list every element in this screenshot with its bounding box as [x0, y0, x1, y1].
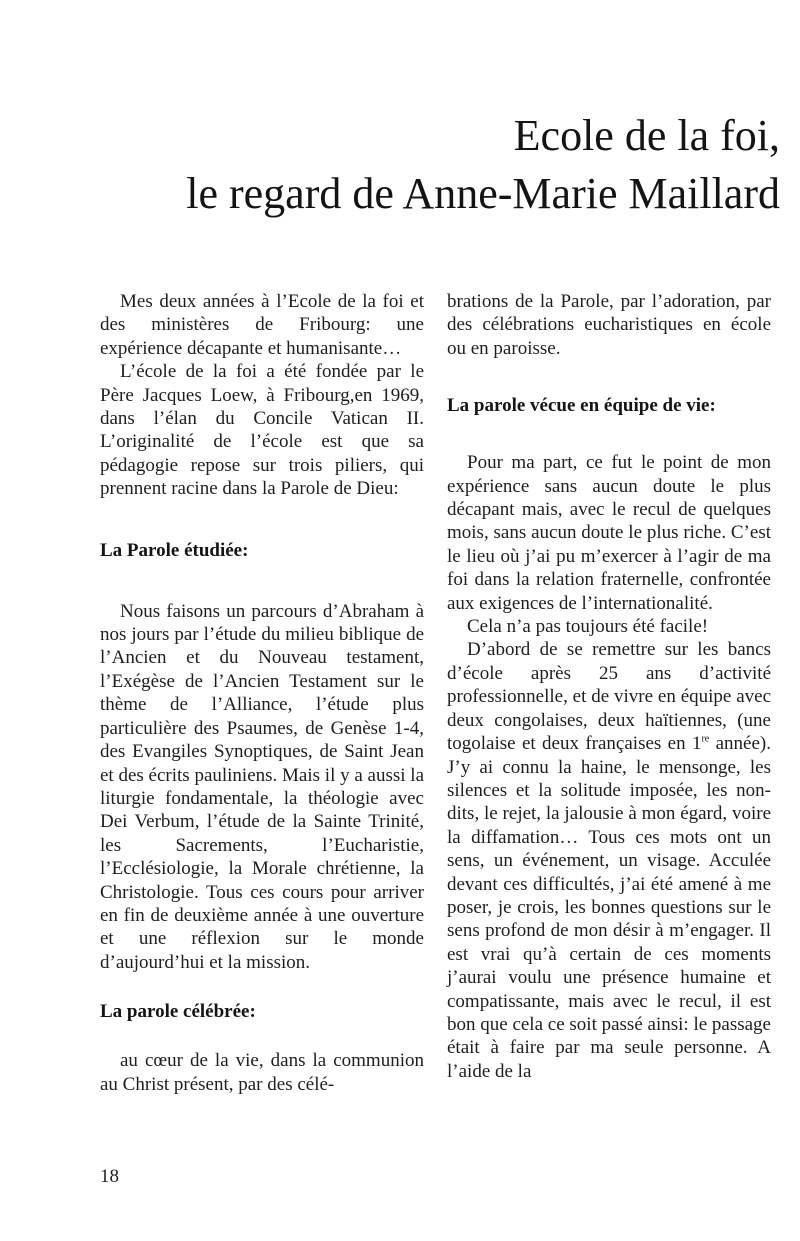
intro-paragraph-2: L’école de la foi a été fondée par le Père Jacques Loew, à Fribourg,en 1969, dans l’élan du Concile Vatican II. L’originalité de l’école est que sa pédagogie repose sur trois piliers, qui prennent racine dans la Parole de Dieu:: [100, 361, 424, 500]
page-number: 18: [100, 1166, 119, 1187]
title-line-2: le regard de Anne-Marie Maillard: [186, 169, 780, 218]
lived-paragraph-3: [447, 638, 771, 1083]
left-column: [100, 290, 424, 1096]
studied-paragraph: Nous faisons un parcours d’Abraham à nos jours par l’étude du milieu biblique de l’Ancien et du Nouveau testament, l’Exégèse de l’Ancien Testament sur le thème de l’Alliance, l’étude plus particulière des Psaumes, de Genèse 1-4, des Evangiles Synoptiques, de Saint Jean et des écrits pauliniens. Mais il y a aussi la liturgie fondamentale, la théologie avec Dei Verbum, l’étude de la Sainte Trinité, les Sacrements, l’Eucharistie, l’Ecclésiologie, la Morale chrétienne, la Christologie. Tous ces cours pour arriver en fin de deuxième année à une ouverture et une réflexion sur le monde d’aujourd’hui et la mission.: [100, 600, 424, 973]
lived-paragraph-3-part-b: année). J’y ai connu la haine, le mensonge, les silences et la solitude imposée, les non-dits, le rejet, la jalousie à mon égard, voire la diffamation… Tous ces mots ont un sens, un événement, un visage. Acculée devant ces difficultés, j’ai été amené à me poser, je crois, les bonnes questions sur le sens profond de mon désir à m’engager. Il est vrai qu’à certain de ces moments j’aurai voulu une présence humaine et compatissante, mais avec le recul, il est bon que cela ce soit passé ainsi: le passage était à faire par ma seule personne. A l’aide de la: [447, 733, 771, 1082]
right-column: [447, 290, 771, 1083]
lived-paragraph-2: Cela n’a pas toujours été facile!: [467, 616, 709, 638]
continuation-paragraph: brations de la Parole, par l’adoration, par des célébrations eucharistiques en école ou en paroisse.: [447, 291, 771, 359]
title-line-1: Ecole de la foi,: [513, 111, 780, 160]
section-heading-celebrated: La parole célébrée:: [100, 1001, 256, 1023]
article-title: [60, 107, 780, 223]
lived-paragraph-3-part-a: D’abord de se remettre sur les bancs d’école après 25 ans d’activité professionnelle, et de vivre en équipe avec deux congolaises, deux haïtiennes, (une togolaise et deux françaises en 1: [447, 639, 771, 755]
section-heading-lived: La parole vécue en équipe de vie:: [447, 395, 716, 417]
celebrated-paragraph: au cœur de la vie, dans la communion au Christ présent, par des célé-: [100, 1050, 424, 1095]
ordinal-superscript: re: [701, 733, 710, 745]
intro-paragraph-1: Mes deux années à l’Ecole de la foi et des ministères de Fribourg: une expérience décapante et humanisante…: [100, 291, 424, 359]
lived-paragraph-1: Pour ma part, ce fut le point de mon expérience sans aucun doute le plus décapant mais, avec le recul de quelques mois, sans aucun doute le plus riche. C’est le lieu où j’ai pu m’exercer à l’agir de ma foi dans la relation fraternelle, confrontée aux exigences de l’internationalité.: [447, 452, 771, 614]
section-heading-studied: La Parole étudiée:: [100, 539, 249, 561]
